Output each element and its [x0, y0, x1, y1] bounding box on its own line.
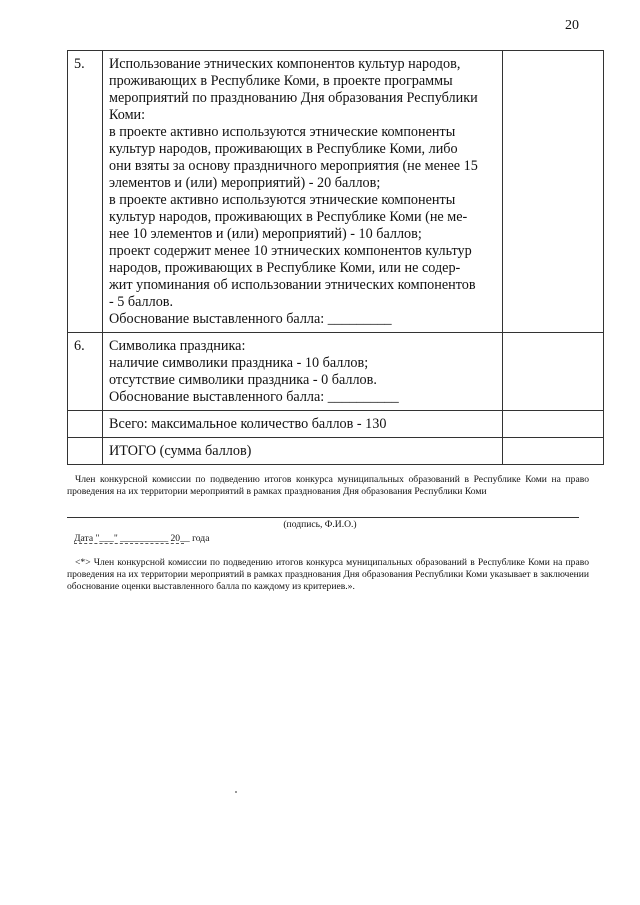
criterion-line: отсутствие символики праздника - 0 баллов.	[109, 372, 377, 388]
criterion-line: Коми:	[109, 107, 146, 123]
criterion-line: в проекте активно используются этнические компоненты	[109, 192, 456, 208]
criterion-line: мероприятий по празднованию Дня образования Республики	[109, 90, 478, 106]
criterion-line: элементов и (или) мероприятий) - 20 баллов;	[109, 175, 381, 191]
justification-line: Обоснование выставленного балла: _________	[109, 311, 392, 327]
table-row	[68, 333, 604, 411]
commission-member-text: Член конкурсной комиссии по подведению итогов конкурса муниципальных образований в Республике Коми на право проведения на их территории мероприятий в рамках празднования Дня образования Республики Коми	[67, 474, 589, 497]
date-line: Дата "___" __________ 20__ года	[74, 533, 210, 544]
footnote-separator	[74, 543, 184, 544]
signature-line	[67, 517, 579, 518]
row-number: 5.	[68, 51, 103, 333]
criterion-line: наличие символики праздника - 10 баллов;	[109, 355, 369, 371]
table-row	[68, 438, 604, 465]
table-row	[68, 51, 604, 333]
criterion-cell	[103, 333, 503, 411]
score-cell	[503, 411, 604, 438]
row-number	[68, 438, 103, 465]
footnote-note: <*> Член конкурсной комиссии по подведению итогов конкурса муниципальных образований в Республике Коми на право проведения на их территории мероприятий в рамках празднования Дня образования Республики Коми указывает в заключении обоснование оценки выставленного балла по каждому из критериев.».	[67, 557, 589, 592]
criteria-table	[67, 50, 604, 465]
grand-total-label: ИТОГО (сумма баллов)	[103, 438, 503, 465]
table-row	[68, 411, 604, 438]
row-number	[68, 411, 103, 438]
signature-caption: (подпись, Ф.И.О.)	[283, 519, 357, 530]
score-cell	[503, 51, 604, 333]
criterion-line: - 5 баллов.	[109, 294, 174, 310]
row-number: 6.	[68, 333, 103, 411]
criterion-line: они взяты за основу праздничного мероприятия (не менее 15	[109, 158, 478, 174]
justification-line: Обоснование выставленного балла: __________	[109, 389, 399, 405]
criterion-line: Использование этнических компонентов культур народов,	[109, 56, 461, 72]
criterion-line: в проекте активно используются этнические компоненты	[109, 124, 456, 140]
criterion-line: народов, проживающих в Республике Коми, или не содер-	[109, 260, 461, 276]
criterion-line: Символика праздника:	[109, 338, 246, 354]
total-label: Всего: максимальное количество баллов - 130	[103, 411, 503, 438]
score-cell	[503, 438, 604, 465]
criterion-line: нее 10 элементов и (или) мероприятий) - 10 баллов;	[109, 226, 422, 242]
criterion-line: культур народов, проживающих в Республике Коми, либо	[109, 141, 458, 157]
criterion-line: культур народов, проживающих в Республике Коми (не ме-	[109, 209, 468, 225]
criterion-cell	[103, 51, 503, 333]
criterion-line: проживающих в Республике Коми, в проекте программы	[109, 73, 453, 89]
criterion-line: проект содержит менее 10 этнических компонентов культур	[109, 243, 472, 259]
page-number: 20	[565, 18, 579, 33]
criterion-line: жит упоминания об использовании этнических компонентов	[109, 277, 476, 293]
score-cell	[503, 333, 604, 411]
scan-speck	[235, 791, 237, 793]
